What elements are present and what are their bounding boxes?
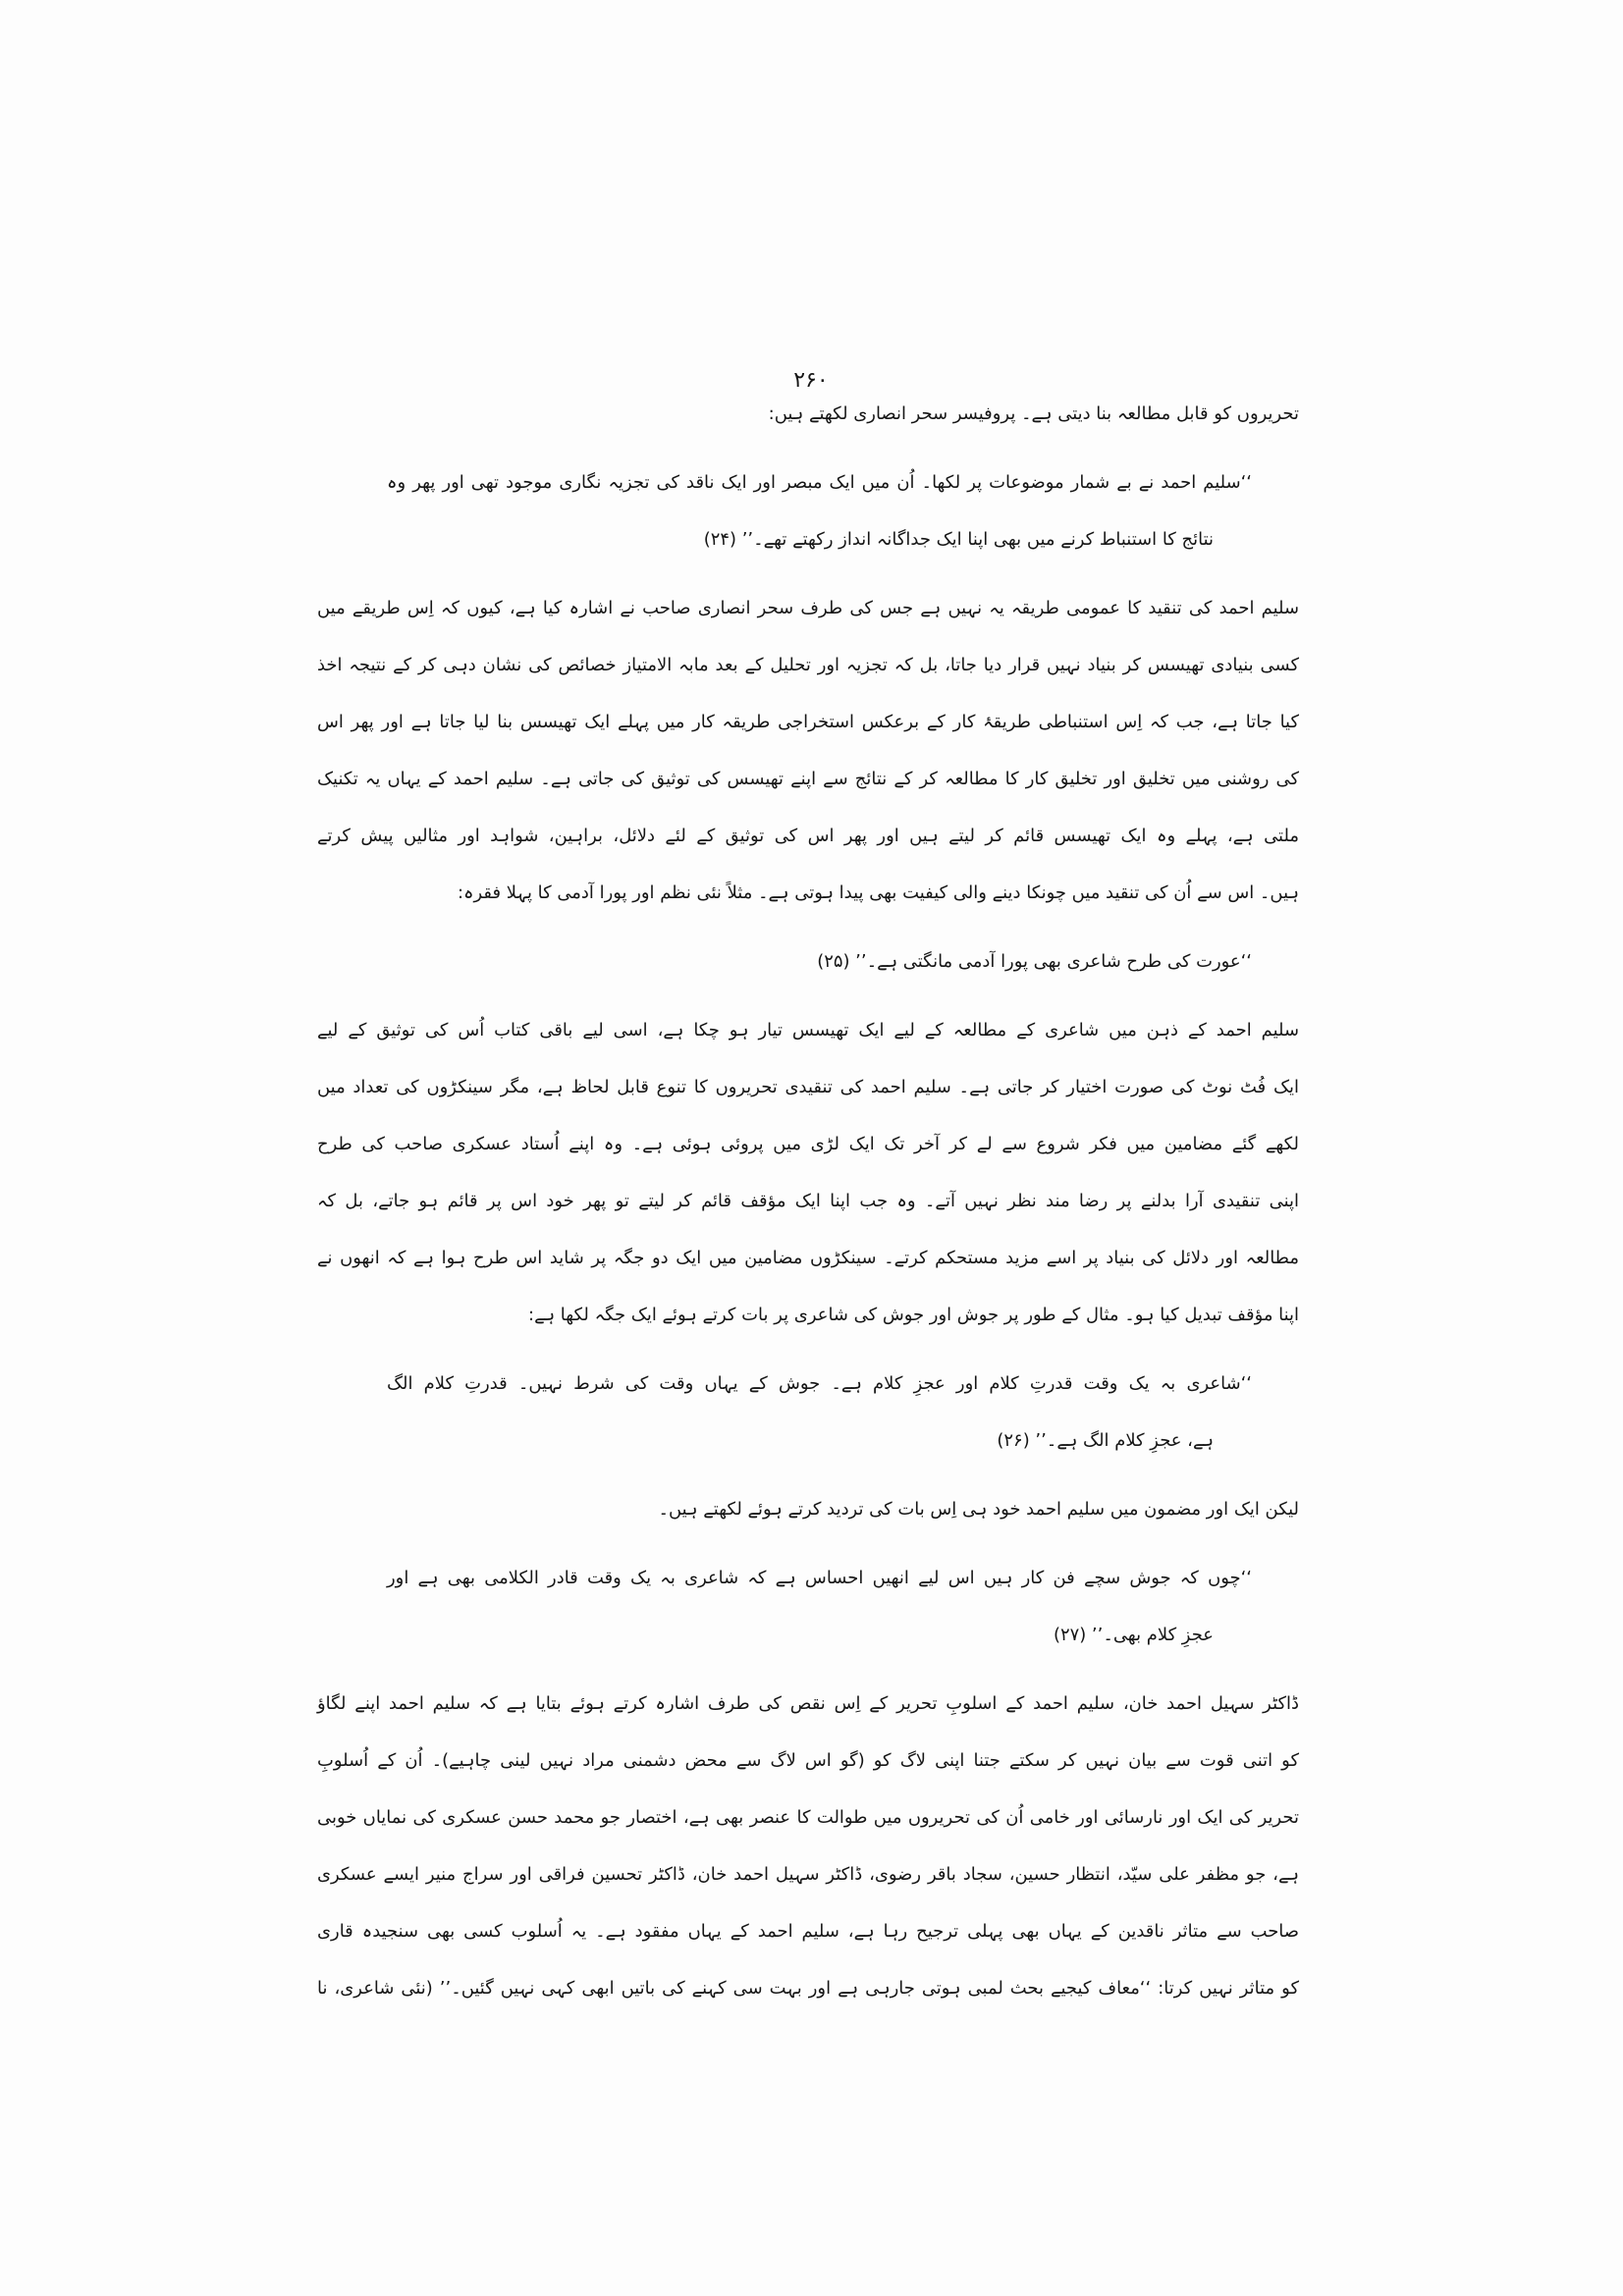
text-line xyxy=(317,1002,1299,1059)
line-text: تحریر کی ایک اور نارسائی اور خامی اُن کی تحریروں میں طوالت کا عنصر بھی ہے، اختصار جو محمد حسن عسکری کی نمایاں خوبی xyxy=(317,1807,1299,1828)
text-line xyxy=(387,1607,1252,1664)
line-text: ہیں۔ اس سے اُن کی تنقید میں چونکا دینے والی کیفیت بھی پیدا ہوتی ہے۔ مثلاً نئی نظم اور پورا آدمی کا پہلا فقرہ: xyxy=(457,882,1299,903)
line-text: ملتی ہے، پہلے وہ ایک تھیسس قائم کر لیتے ہیں اور پھر اس کی توثیق کے لئے دلائل، براہین، شواہد اور مثالیں پیش کرتے xyxy=(317,826,1299,846)
text-line xyxy=(387,1413,1252,1469)
line-text: نتائج کا استنباط کرنے میں بھی اپنا ایک جداگانہ انداز رکھتے تھے۔’’ (۲۴) xyxy=(703,529,1214,550)
block-quote xyxy=(387,454,1252,568)
line-text: ایک فُٹ نوٹ کی صورت اختیار کر جاتی ہے۔ سلیم احمد کی تنقیدی تحریروں کا تنوع قابل لحاظ ہے، مگر سینکڑوں کی تعداد میں xyxy=(317,1077,1299,1097)
text-line xyxy=(317,694,1299,751)
text-line xyxy=(317,1059,1299,1116)
line-text: صاحب سے متاثر ناقدین کے یہاں بھی پہلی ترجیح رہا ہے، سلیم احمد کے یہاں مفقود ہے۔ یہ اُسلوب کسی بھی سنجیدہ قاری xyxy=(317,1921,1299,1942)
line-text: ‘‘سلیم احمد نے بے شمار موضوعات پر لکھا۔ اُن میں ایک مبصر اور ایک ناقد کی تجزیہ نگاری موجود تھی اور پھر وہ xyxy=(387,472,1252,493)
line-text: ہے، جو مظفر علی سیّد، انتظار حسین، سجاد باقر رضوی، ڈاکٹر سہیل احمد خان، ڈاکٹر تحسین فراقی اور سراج منیر ایسے عسکری xyxy=(317,1864,1299,1885)
text-line xyxy=(317,1789,1299,1846)
text-line xyxy=(317,386,1299,443)
text-line xyxy=(317,1287,1299,1344)
line-text: اپنا مؤقف تبدیل کیا ہو۔ مثال کے طور پر جوش اور جوش کی شاعری پر بات کرتے ہوئے ایک جگہ لکھا ہے: xyxy=(528,1305,1299,1325)
text-line xyxy=(387,511,1252,568)
text-column xyxy=(317,386,1299,2017)
text-line xyxy=(387,454,1252,511)
line-text: ‘‘عورت کی طرح شاعری بھی پورا آدمی مانگتی ہے۔’’ (۲۵) xyxy=(817,951,1252,972)
paragraph xyxy=(317,1481,1299,1538)
text-line xyxy=(317,1173,1299,1230)
line-text: سلیم احمد کے ذہن میں شاعری کے مطالعہ کے لیے ایک تھیسس تیار ہو چکا ہے، اسی لیے باقی کتاب اُس کی توثیق کے لیے xyxy=(317,1020,1299,1041)
text-line xyxy=(317,1846,1299,1903)
text-line xyxy=(387,1550,1252,1607)
block-quote xyxy=(387,934,1252,990)
text-line xyxy=(387,934,1252,990)
line-text: کسی بنیادی تھیسس کر بنیاد نہیں قرار دیا جاتا، بل کہ تجزیہ اور تحلیل کے بعد مابہ الامتیاز خصائص کی نشان دہی کر کے نتیجہ اخذ xyxy=(317,655,1299,675)
line-text: کو متاثر نہیں کرتا: ‘‘معاف کیجیے بحث لمبی ہوتی جارہی ہے اور بہت سی کہنے کی باتیں ابھی کہی نہیں گئیں۔’’ (نئی شاعری، نا xyxy=(317,1978,1299,1999)
text-line xyxy=(317,1230,1299,1287)
line-text: عجزِ کلام بھی۔’’ (۲۷) xyxy=(1053,1625,1214,1645)
text-line xyxy=(317,751,1299,808)
line-text: لیکن ایک اور مضمون میں سلیم احمد خود ہی اِس بات کی تردید کرتے ہوئے لکھتے ہیں۔ xyxy=(658,1499,1299,1520)
text-line xyxy=(317,1733,1299,1789)
text-line xyxy=(317,808,1299,865)
text-line xyxy=(317,1903,1299,1960)
text-line xyxy=(317,1960,1299,2017)
paragraph xyxy=(317,1676,1299,2017)
text-line xyxy=(317,580,1299,637)
line-text: کی روشنی میں تخلیق اور تخلیق کار کا مطالعہ کر کے نتائج سے اپنے تھیسس کی توثیق کی جاتی ہے۔ سلیم احمد کے یہاں یہ تکنیک xyxy=(317,769,1299,789)
line-text: تحریروں کو قابل مطالعہ بنا دیتی ہے۔ پروفیسر سحر انصاری لکھتے ہیں: xyxy=(768,403,1299,424)
page-number: ۲۶۰ xyxy=(793,368,829,393)
paragraph xyxy=(317,1002,1299,1344)
line-text: اپنی تنقیدی آرا بدلنے پر رضا مند نظر نہیں آتے۔ وہ جب اپنا ایک مؤقف قائم کر لیتے تو پھر خود اس پر قائم ہو جاتے، بل کہ xyxy=(317,1191,1299,1211)
line-text: کو اتنی قوت سے بیان نہیں کر سکتے جتنا اپنی لاگ کو (گو اس لاگ سے محض دشمنی مراد نہیں لینی چاہیے)۔ اُن کے اُسلوبِ xyxy=(317,1750,1299,1771)
text-line xyxy=(387,1356,1252,1413)
text-line xyxy=(317,1676,1299,1733)
line-text: مطالعہ اور دلائل کی بنیاد پر اسے مزید مستحکم کرتے۔ سینکڑوں مضامین میں ایک دو جگہ پر شاید اس طرح ہوا ہے کہ انھوں نے xyxy=(317,1248,1299,1268)
text-line xyxy=(317,637,1299,694)
text-line xyxy=(317,865,1299,922)
line-text: لکھے گئے مضامین میں فکر شروع سے لے کر آخر تک ایک لڑی میں پروئی ہوئی ہے۔ وہ اپنے اُستاد عسکری صاحب کی طرح xyxy=(317,1134,1299,1154)
text-line xyxy=(317,1481,1299,1538)
line-text: ‘‘چوں کہ جوش سچے فن کار ہیں اس لیے انھیں احساس ہے کہ شاعری بہ یک وقت قادر الکلامی بھی ہے اور xyxy=(387,1568,1252,1588)
line-text: کیا جاتا ہے، جب کہ اِس استنباطی طریقۂ کار کے برعکس استخراجی طریقہ کار میں پہلے ایک تھیسس بنا لیا جاتا ہے اور پھر اس xyxy=(317,712,1299,732)
block-quote xyxy=(387,1356,1252,1469)
paragraph xyxy=(317,580,1299,922)
text-line xyxy=(317,1116,1299,1173)
paragraph xyxy=(317,386,1299,443)
line-text: ‘‘شاعری بہ یک وقت قدرتِ کلام اور عجزِ کلام ہے۔ جوش کے یہاں وقت کی شرط نہیں۔ قدرتِ کلام الگ xyxy=(387,1373,1252,1394)
line-text: ڈاکٹر سہیل احمد خان، سلیم احمد کے اسلوبِ تحریر کے اِس نقص کی طرف اشارہ کرتے ہوئے بتایا ہے کہ سلیم احمد اپنے لگاؤ xyxy=(317,1693,1299,1714)
line-text: سلیم احمد کی تنقید کا عمومی طریقہ یہ نہیں ہے جس کی طرف سحر انصاری صاحب نے اشارہ کیا ہے، کیوں کہ اِس طریقے میں xyxy=(317,598,1299,618)
line-text: ہے، عجزِ کلام الگ ہے۔’’ (۲۶) xyxy=(997,1430,1214,1451)
block-quote xyxy=(387,1550,1252,1664)
